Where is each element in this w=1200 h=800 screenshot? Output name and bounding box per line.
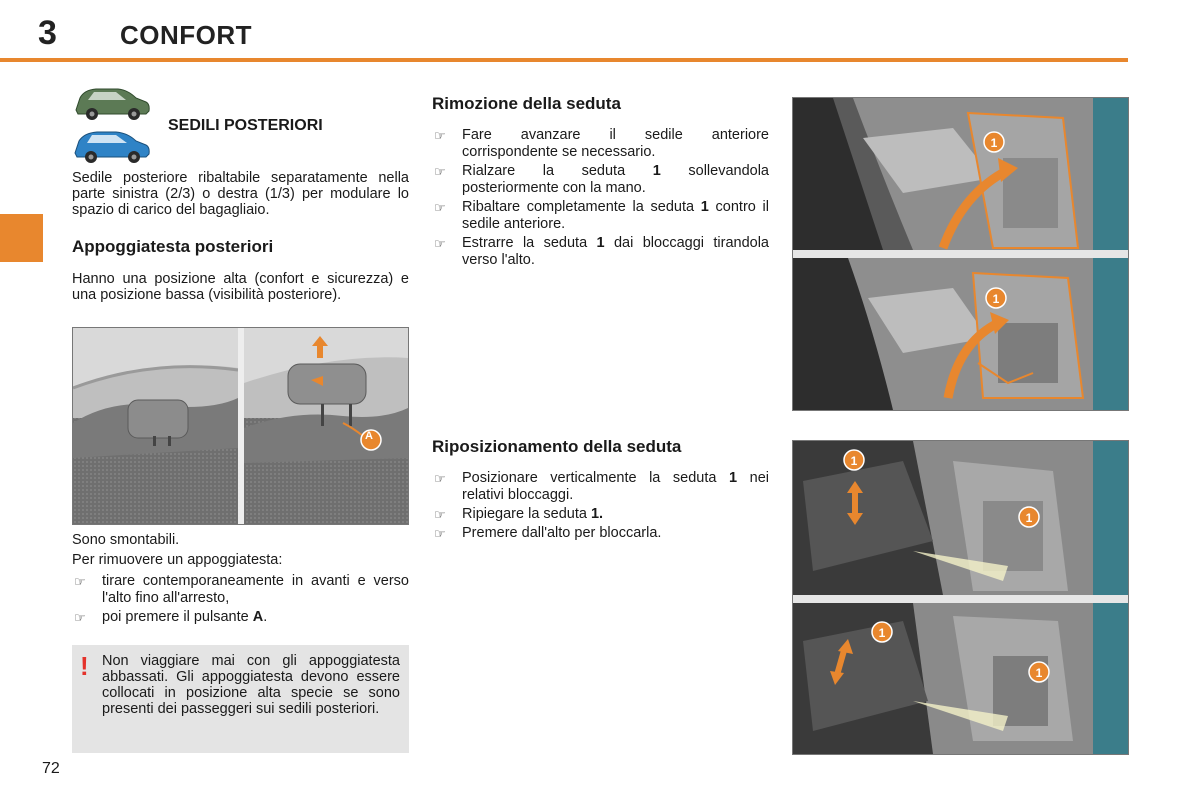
list-item: ☞ tirare contemporaneamente in avanti e verso l'alto fino all'arresto, <box>74 573 409 606</box>
pointing-hand-icon: ☞ <box>434 164 446 179</box>
warning-text: Non viaggiare mai con gli appoggiatesta abbassati. Gli appoggiatesta devono essere collocati in posizione alta specie se sono presenti dei passeggeri sui sedili posteriori. <box>102 653 400 717</box>
removal-steps <box>432 127 769 271</box>
list-item: ☞ Fare avanzare il sedile anteriore corrispondente se necessario. <box>434 127 769 160</box>
remove-intro: Per rimuovere un appoggiatesta: <box>72 552 283 568</box>
headrest-heading: Appoggiatesta posteriori <box>72 237 274 256</box>
removal-heading: Rimozione della seduta <box>432 94 621 113</box>
pointing-hand-icon: ☞ <box>434 471 446 486</box>
section-title: SEDILI POSTERIORI <box>168 117 323 134</box>
list-item: ☞ Ripiegare la seduta 1. <box>434 506 604 522</box>
seat-reposition-illustration <box>792 440 1129 755</box>
chapter-number: 3 <box>38 14 57 52</box>
diagram-label: 1 <box>992 292 1000 306</box>
diagram-label: 1 <box>878 626 886 640</box>
list-item: ☞ poi premere il pulsante A. <box>74 609 268 625</box>
reposition-heading: Riposizionamento della seduta <box>432 437 682 456</box>
list-item: ☞ Estrarre la seduta 1 dai bloccaggi tirandola verso l'alto. <box>434 235 769 268</box>
pointing-hand-icon: ☞ <box>434 200 446 215</box>
chapter-tab <box>0 214 43 262</box>
list-item: ☞ Rialzare la seduta 1 sollevandola posteriormente con la mano. <box>434 163 769 196</box>
list-item: ☞ Ribaltare completamente la seduta 1 contro il sedile anteriore. <box>434 199 769 232</box>
intro-paragraph: Sedile posteriore ribaltabile separatamente nella parte sinistra (2/3) o destra (1/3) per modulare lo spazio di carico del bagagliaio. <box>72 170 409 218</box>
label-a: A <box>365 430 373 442</box>
diagram-label: 1 <box>1025 511 1033 525</box>
diagram-label: 1 <box>990 136 998 150</box>
warning-icon: ! <box>80 651 89 681</box>
pointing-hand-icon: ☞ <box>434 236 446 251</box>
diagram-label: 1 <box>850 454 858 468</box>
headrest-steps <box>72 573 409 628</box>
pointing-hand-icon: ☞ <box>74 610 86 625</box>
car-icon-green <box>72 84 152 124</box>
chapter-title: CONFORT <box>120 20 253 50</box>
page-number: 72 <box>42 760 60 777</box>
headrest-illustration <box>72 327 409 525</box>
reposition-steps <box>432 470 769 544</box>
headrest-paragraph: Hanno una posizione alta (confort e sicurezza) e una posizione bassa (visibilità posteriore). <box>72 271 409 303</box>
car-icon-blue <box>72 128 152 166</box>
diagram-label: 1 <box>1035 666 1043 680</box>
removable-text: Sono smontabili. <box>72 532 180 548</box>
list-item: ☞ Premere dall'alto per bloccarla. <box>434 525 662 541</box>
header-rule <box>0 58 1128 62</box>
warning-box <box>72 645 409 753</box>
pointing-hand-icon: ☞ <box>434 507 446 522</box>
pointing-hand-icon: ☞ <box>74 574 86 589</box>
pointing-hand-icon: ☞ <box>434 526 446 541</box>
list-item: ☞ Posizionare verticalmente la seduta 1 nei relativi bloccaggi. <box>434 470 769 503</box>
seat-removal-illustration <box>792 97 1129 411</box>
pointing-hand-icon: ☞ <box>434 128 446 143</box>
